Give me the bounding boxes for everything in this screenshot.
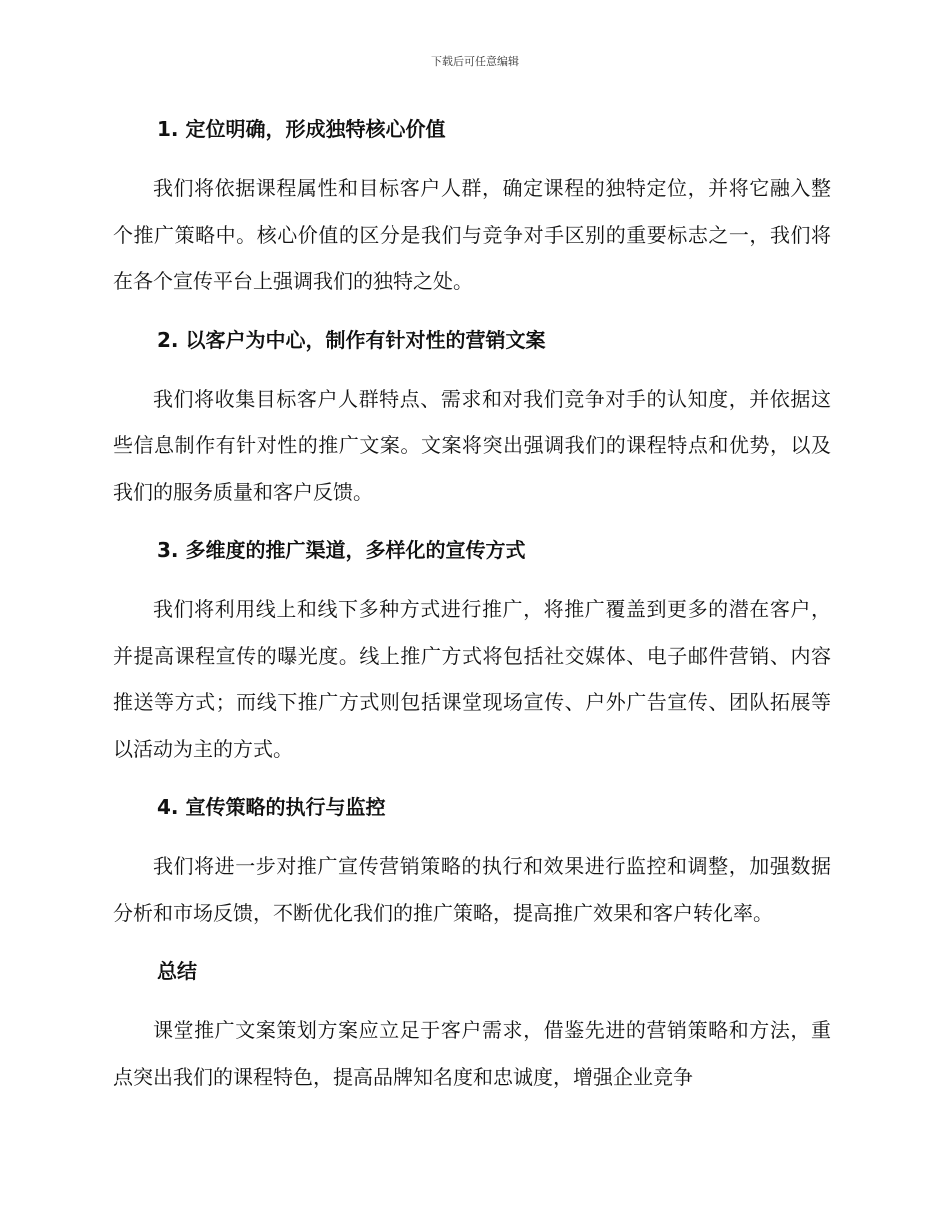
section-paragraph-4: 我们将进一步对推广宣传营销策略的执行和效果进行监控和调整，加强数据分析和市场反馈，不断优化我们的推广策略，提高推广效果和客户转化率。 xyxy=(113,854,831,925)
section-heading-3: 3. 多维度的推广渠道，多样化的宣传方式 xyxy=(157,538,526,562)
document-body xyxy=(113,112,831,1100)
page-header-note: 下载后可任意编辑 xyxy=(431,55,519,68)
summary-heading: 总结 xyxy=(157,959,197,983)
section-heading-2: 2. 以客户为中心，制作有针对性的营销文案 xyxy=(157,327,546,352)
summary-paragraph: 课堂推广文案策划方案应立足于客户需求，借鉴先进的营销策略和方法，重点突出我们的课程特色，提高品牌知名度和忠诚度，增强企业竞争 xyxy=(113,1018,831,1089)
section-paragraph-2: 我们将收集目标客户人群特点、需求和对我们竞争对手的认知度，并依据这些信息制作有针对性的推广文案。文案将突出强调我们的课程特点和优势，以及我们的服务质量和客户反馈。 xyxy=(113,386,831,504)
section-heading-4: 4. 宣传策略的执行与监控 xyxy=(157,795,386,819)
section-paragraph-3: 我们将利用线上和线下多种方式进行推广，将推广覆盖到更多的潜在客户，并提高课程宣传的曝光度。线上推广方式将包括社交媒体、电子邮件营销、内容推送等方式；而线下推广方式则包括课堂现场宣传、户外广告宣传、团队拓展等以活动为主的方式。 xyxy=(113,597,831,761)
section-paragraph-1: 我们将依据课程属性和目标客户人群，确定课程的独特定位，并将它融入整个推广策略中。核心价值的区分是我们与竞争对手区别的重要标志之一，我们将在各个宣传平台上强调我们的独特之处。 xyxy=(113,176,831,293)
section-heading-1: 1. 定位明确，形成独特核心价值 xyxy=(157,117,446,141)
